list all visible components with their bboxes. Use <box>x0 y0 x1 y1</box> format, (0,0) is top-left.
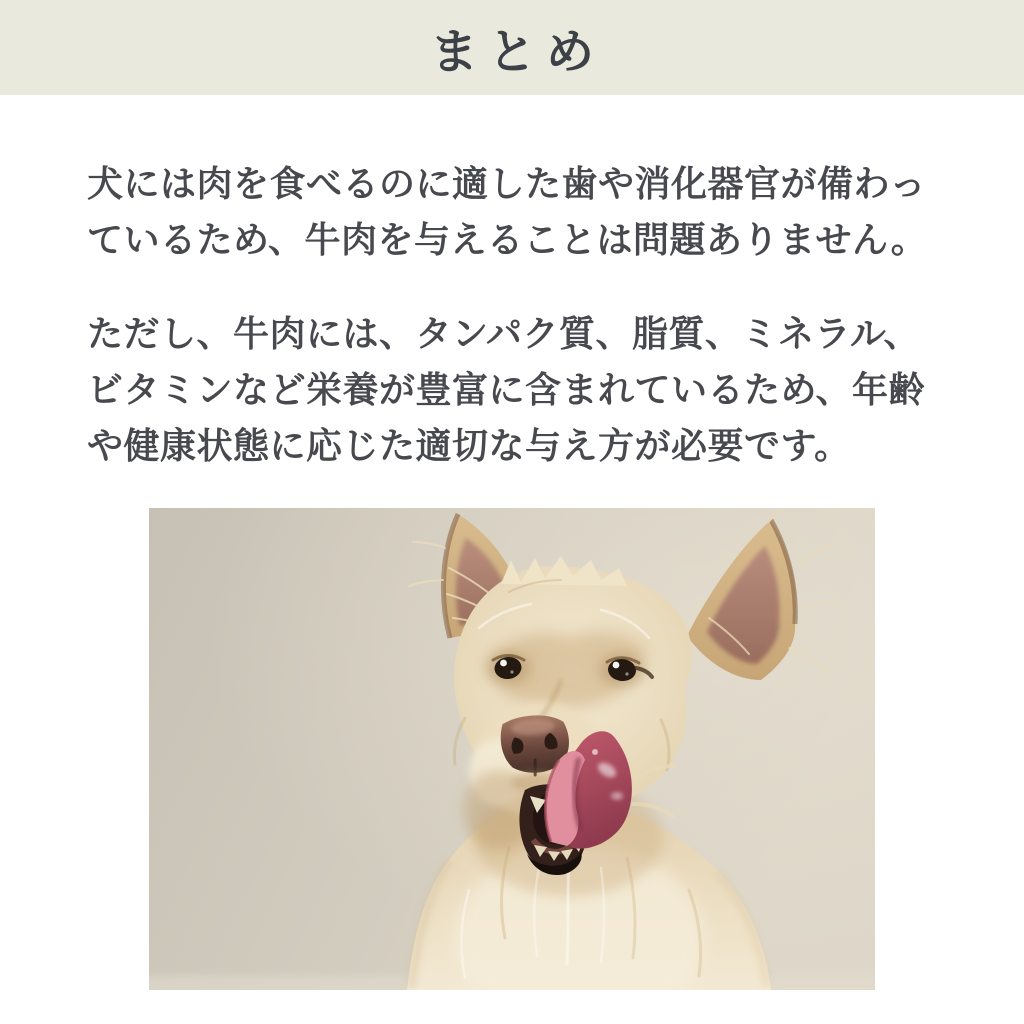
paragraph-1 <box>87 157 937 269</box>
paragraph-line: ているため、牛肉を与えることは問題ありません。 <box>87 220 928 261</box>
paragraph-line: や健康状態に応じた適切な与え方が必要です。 <box>87 426 851 467</box>
paragraph-line: ビタミンなど栄養が豊富に含まれているため、年齢 <box>87 370 926 411</box>
page-title: まとめ <box>429 24 604 80</box>
paragraph-2 <box>87 307 937 475</box>
dog-photo <box>149 508 875 990</box>
body-content <box>0 157 1024 990</box>
summary-photo <box>149 508 875 990</box>
header-band <box>0 0 1024 95</box>
paragraph-line: 犬には肉を食べるのに適した歯や消化器官が備わっ <box>87 164 927 205</box>
paragraph-line: ただし、牛肉には、タンパク質、脂質、ミネラル、 <box>87 314 921 355</box>
